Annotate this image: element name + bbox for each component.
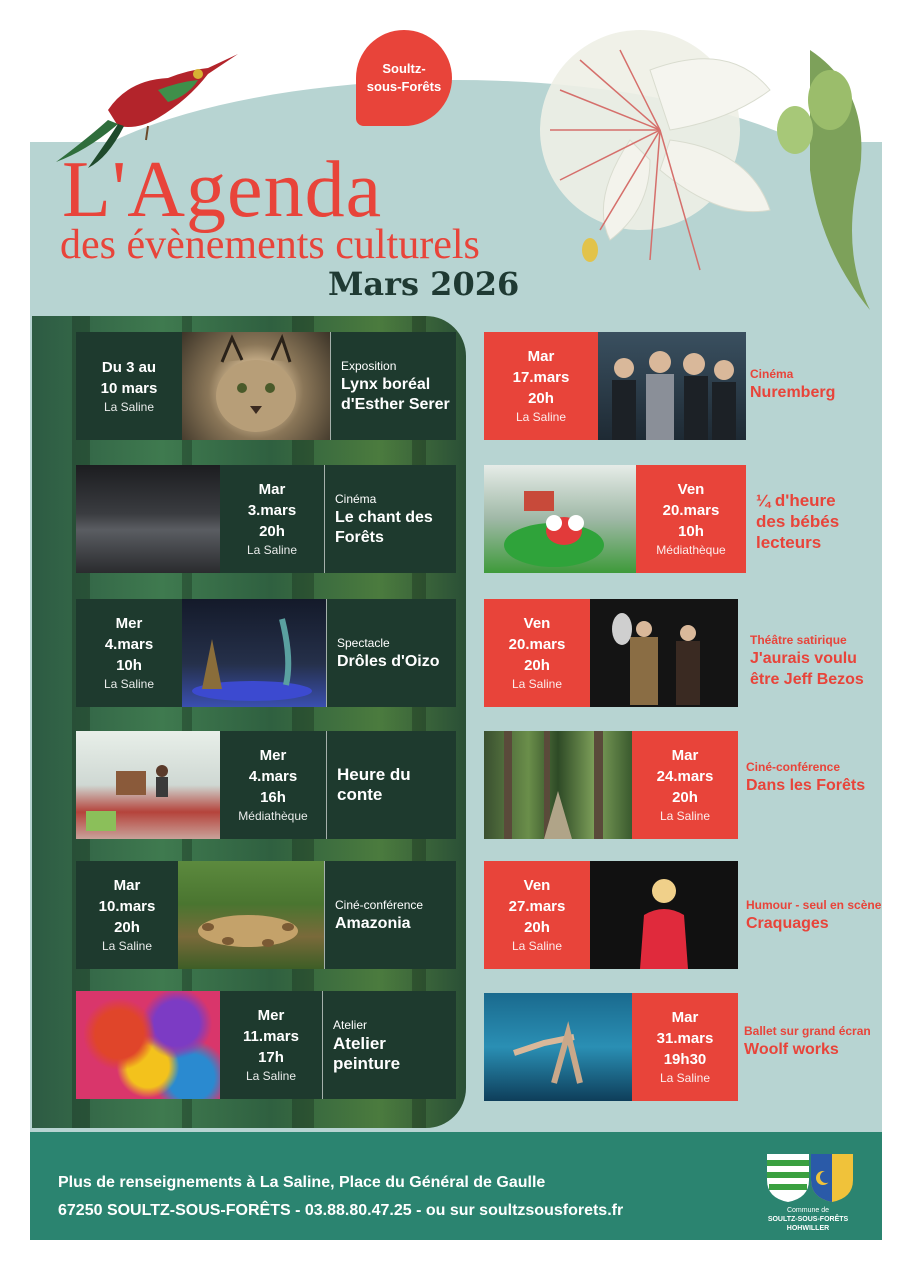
event-date <box>632 731 738 839</box>
event-day: Du 3 au <box>101 358 157 376</box>
event-card-heure-du-conte[interactable] <box>76 731 456 839</box>
event-category: Théâtre satirique <box>750 633 847 647</box>
crest-caption-line1: Commune de <box>786 1207 830 1214</box>
event-category: Ciné-conférence <box>335 897 424 912</box>
event-title-line2: être Jeff Bezos <box>750 671 864 688</box>
event-time: 19h30 <box>663 1051 707 1068</box>
event-title-line3: lecteurs <box>756 533 822 552</box>
event-info-craquages <box>746 897 881 934</box>
event-title-line2: conte <box>337 785 383 804</box>
event-date-text: 17.mars <box>512 369 570 386</box>
event-info <box>322 991 456 1099</box>
event-time: 20h <box>524 657 550 674</box>
event-day: Ven <box>677 481 705 498</box>
event-place: Médiathèque <box>656 543 726 557</box>
nuremberg-cast-photo <box>598 332 746 440</box>
town-balloon-badge <box>356 30 452 126</box>
event-date <box>484 599 590 707</box>
event-date <box>632 993 738 1101</box>
event-day: Mar <box>671 747 699 764</box>
event-day: Ven <box>523 877 551 894</box>
event-title: Amazonia <box>335 914 411 932</box>
page-title: L'Agenda <box>62 146 383 234</box>
event-info <box>326 599 456 707</box>
event-day: Ven <box>523 615 551 632</box>
event-time: 20h <box>528 390 554 407</box>
event-card-woolf-works[interactable] <box>484 993 738 1101</box>
event-time: 20h <box>524 919 550 936</box>
event-title: Nuremberg <box>750 384 836 401</box>
frog-plush-photo <box>484 465 636 573</box>
event-title-line2: d'Esther Serer <box>341 395 450 413</box>
event-info-woolf-works <box>744 1023 871 1060</box>
event-info <box>326 731 456 839</box>
event-time: 16h <box>260 789 286 806</box>
event-title: Drôles d'Oizo <box>337 652 440 670</box>
event-card-craquages[interactable] <box>484 861 738 969</box>
event-info-jeff-bezos <box>750 632 864 690</box>
event-place: La Saline <box>245 1069 297 1083</box>
event-place: Médiathèque <box>238 809 308 823</box>
event-info-nuremberg <box>750 366 835 403</box>
event-date-text: 3.mars <box>247 502 297 519</box>
ballet-dancers-photo <box>484 993 632 1101</box>
footer-info-line2: 67250 SOULTZ-SOUS-FORÊTS - 03.88.80.47.25 - ou sur soultzsousforets.fr <box>58 1202 624 1219</box>
crest-caption <box>748 1206 868 1233</box>
event-place: La Saline <box>246 543 298 557</box>
event-place: La Saline <box>515 410 567 424</box>
theatre-actors-photo <box>590 599 738 707</box>
event-category: Humour - seul en scène <box>746 898 882 912</box>
event-day: Mar <box>258 481 286 498</box>
town-crest-icon <box>765 1150 855 1204</box>
event-title: J'aurais voulu <box>750 650 857 667</box>
event-time: 20h <box>259 523 285 540</box>
event-date <box>76 861 178 969</box>
event-card-nuremberg[interactable] <box>484 332 746 440</box>
event-day: Mer <box>115 615 143 632</box>
comedian-photo <box>590 861 738 969</box>
event-date <box>76 599 182 707</box>
event-info <box>324 465 456 573</box>
event-category: Cinéma <box>750 367 794 381</box>
abstract-painting-photo <box>76 991 220 1099</box>
event-info-bebes-lecteurs <box>756 490 839 553</box>
forest-path-photo <box>484 731 632 839</box>
event-title-line2: Forêts <box>335 528 384 546</box>
event-time: 10h <box>678 523 704 540</box>
event-time: 20h <box>114 919 140 936</box>
lynx-photo <box>182 332 330 440</box>
misty-lake-photo <box>76 465 220 573</box>
event-title: Le chant des <box>335 508 433 526</box>
event-info <box>324 861 456 969</box>
event-card-droles-doizo[interactable] <box>76 599 456 707</box>
event-date-text: 27.mars <box>508 898 566 915</box>
event-place: La Saline <box>511 677 563 691</box>
event-time: 20h <box>672 789 698 806</box>
page-subtitle: des évènements culturels <box>60 222 480 268</box>
event-place: La Saline <box>103 677 155 691</box>
event-date-text: 24.mars <box>656 768 714 785</box>
event-date <box>220 731 326 839</box>
event-day: Mar <box>527 348 555 365</box>
event-date <box>220 465 324 573</box>
event-place: La Saline <box>511 939 563 953</box>
crest-caption-line2: SOULTZ-SOUS-FORÊTS <box>767 1216 849 1223</box>
event-title: Atelier <box>333 1033 386 1053</box>
event-day: Mar <box>113 877 141 894</box>
event-day: Mar <box>671 1009 699 1026</box>
event-info <box>330 332 456 440</box>
event-date <box>76 332 182 440</box>
event-info-dans-les-forets <box>746 759 865 796</box>
event-place: La Saline <box>101 939 153 953</box>
event-category: Exposition <box>341 358 397 373</box>
event-category: Ballet sur grand écran <box>744 1024 871 1038</box>
event-title: Craquages <box>746 915 829 932</box>
page-month: Mars 2026 <box>328 265 520 303</box>
footer-info-line1: Plus de renseignements à La Saline, Place du Général de Gaulle <box>58 1174 546 1191</box>
event-date-text: 10.mars <box>98 898 156 915</box>
event-day: Mer <box>257 1007 285 1024</box>
event-place: La Saline <box>103 399 155 414</box>
event-date-text: 20.mars <box>508 636 566 653</box>
event-date-text: 4.mars <box>248 768 298 785</box>
event-title-line2: peinture <box>333 1053 401 1073</box>
event-category: Atelier <box>333 1017 368 1032</box>
event-card-atelier-peinture[interactable] <box>76 991 456 1099</box>
event-category: Spectacle <box>337 635 390 650</box>
event-place: La Saline <box>659 1071 711 1085</box>
event-category: Cinéma <box>335 491 377 506</box>
event-time: 10h <box>116 657 142 674</box>
event-date-text: 20.mars <box>662 502 720 519</box>
event-card-amazonia[interactable] <box>76 861 456 969</box>
event-title: Dans les Forêts <box>746 777 866 794</box>
footer <box>30 1132 882 1240</box>
event-date <box>636 465 746 573</box>
balloon-line2: sous-Forêts <box>366 79 442 94</box>
event-title-line2: des bébés <box>756 512 840 531</box>
event-date-text: 10 mars <box>100 379 158 397</box>
event-card-bebes-lecteurs[interactable] <box>484 465 746 573</box>
event-category: Ciné-conférence <box>746 760 841 774</box>
event-card-jeff-bezos[interactable] <box>484 599 738 707</box>
event-day: Mer <box>259 747 287 764</box>
event-date-text: 4.mars <box>104 636 154 653</box>
balloon-line1: Soultz- <box>382 61 426 76</box>
event-date-text: 31.mars <box>656 1030 714 1047</box>
event-date <box>220 991 322 1099</box>
flower-illustration-icon <box>520 30 882 310</box>
library-children-photo <box>76 731 220 839</box>
event-place: La Saline <box>659 809 711 823</box>
event-card-dans-les-forets[interactable] <box>484 731 738 839</box>
event-title: Woolf works <box>744 1041 839 1058</box>
crest-caption-line3: HOHWILLER <box>786 1225 830 1232</box>
event-date-text: 11.mars <box>243 1028 299 1045</box>
event-card-chant-des-forets[interactable] <box>76 465 456 573</box>
stage-show-photo <box>182 599 326 707</box>
event-time: 17h <box>258 1049 284 1066</box>
amazon-village-photo <box>178 861 324 969</box>
event-date <box>484 332 598 440</box>
event-title: Lynx boréal <box>341 375 431 393</box>
event-title: Heure du <box>337 765 411 784</box>
event-date <box>484 861 590 969</box>
event-title: ¼ d'heure <box>756 491 836 510</box>
event-card-lynx[interactable] <box>76 332 456 440</box>
